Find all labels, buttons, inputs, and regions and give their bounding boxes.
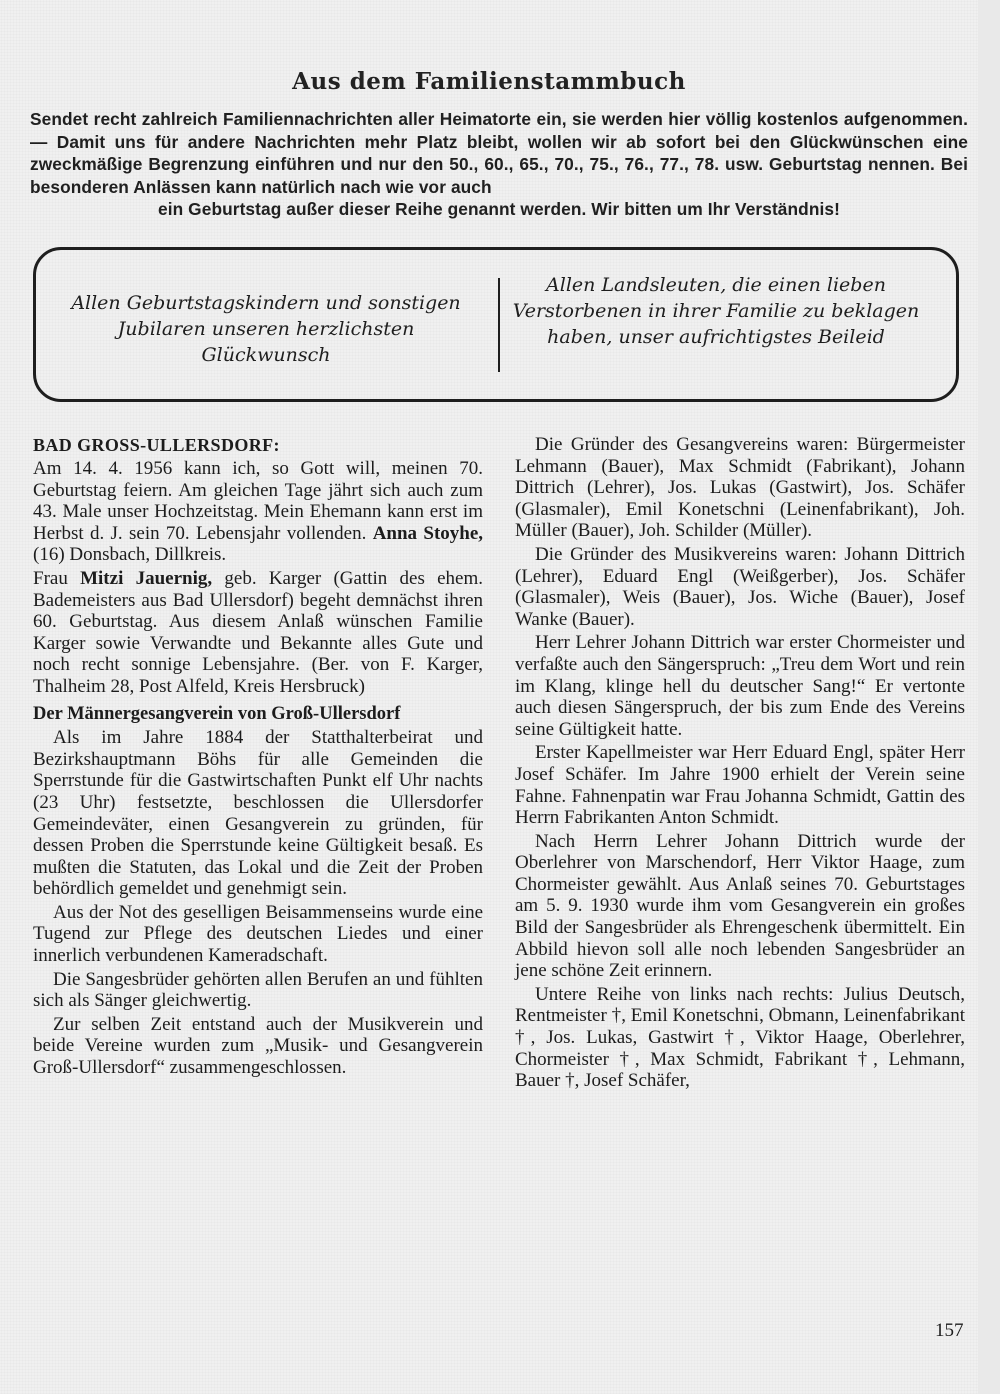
left-column [33,434,483,1081]
address: (16) Donsbach, Dillkreis. [33,544,227,566]
article-heading: Der Männergesangverein von Groß-Ullersdorf [33,703,401,724]
scan-edge [978,0,1000,1394]
paragraph: Zur selben Zeit entstand auch der Musikverein und beide Vereine wurden zum „Musik- und Gesangverein Groß-Ullersdorf“ zusammengeschlossen. [33,1013,483,1079]
paragraph: Als im Jahre 1884 der Statthalterbeirat und Bezirkshauptmann Böhs für alle Gemeinden die Sperrstunde für die Gastwirtschaften Punkt elf Uhr nachts (23 Uhr) festsetzte, beschlossen die Ullersdorfer Gemeindeväter, einen Gesangverein zu gründen, für dessen Proben die Sperrstunde keine Gültigkeit besaß. Es mußten die Statuten, das Lokal und die Zeit der Proben behördlich gemeldet und genehmigt sein. [33,727,483,900]
paragraph: Die Sangesbrüder gehörten allen Berufen an und fühlten sich als Sänger gleichwertig. [33,968,483,1012]
paragraph: Die Gründer des Musikvereins waren: Johann Dittrich (Lehrer), Eduard Engl (Weißgerber), Jos. Schäfer (Glasmaler), Weis (Bauer), Jos. Wiche (Bauer), Josef Wanke (Bauer). [515,543,965,630]
person-name: Mitzi Jauernig, [80,567,213,589]
paragraph-text: Am 14. 4. 1956 kann ich, so Gott will, meinen 70. Geburtstag feiern. Am gleichen Tage jährt sich auch zum 43. Male unser Hochzeitstag. Mein Ehemann kann erst im Herbst d. J. sein 70. Lebensjahr vollenden. [33,458,483,544]
paragraph: Herr Lehrer Johann Dittrich war erster Chormeister und verfaßte auch den Sängerspruch: „Treu dem Wort und rein im Klang, klinge hell du deutscher Sang!“ Er vertonte auch diesen Sängerspruch, der bis zum Ende des Vereins seine Gültigkeit hatte. [515,632,965,740]
notice-body: Sendet recht zahlreich Familiennachrichten aller Heimatorte ein, sie werden hier völlig kostenlos aufgenommen. — Damit uns für andere Nachrichten mehr Platz bleibt, wollen wir ab sofort bei den Glückwünschen eine zweckmäßige Begrenzung einführen und nur den 50., 60., 65., 70., 75., 76., 77., 78. usw. Geburtstag nennen. Bei besonderen Anlässen kann natürlich nach wie vor auch [30,109,968,197]
paragraph: Aus der Not des geselligen Beisammenseins wurde eine Tugend zur Pflege des deutschen Liedes und einer innerlich verbundenen Kameradschaft. [33,901,483,967]
page-title: Aus dem Familienstammbuch [292,68,686,95]
page-number: 157 [935,1320,964,1341]
paragraph: Erster Kapellmeister war Herr Eduard Engl, später Herr Josef Schäfer. Im Jahre 1900 erhielt der Verein seine Fahne. Fahnenpatin war Frau Johanna Schmidt, Gattin des Herrn Fabrikanten Anton Schmidt. [515,742,965,829]
box-divider [498,278,500,372]
notice-text [30,108,968,221]
person-name: Anna Stoyhe, [372,522,484,544]
paragraph [33,458,483,566]
condolence-message: Allen Landsleuten, die einen lieben Verstorbenen in ihrer Familie zu beklagen haben, unser aufrichtigstes Beileid [512,274,920,348]
birthday-greeting: Allen Geburtstagskindern und sonstigen Jubilaren unseren herzlichsten Glückwunsch [71,292,461,366]
paragraph: Nach Herrn Lehrer Johann Dittrich wurde der Oberlehrer von Marschendorf, Herr Viktor Haage, zum Chormeister gewählt. Aus Anlaß seines 70. Geburtstages am 5. 9. 1930 wurde ihm vom Gesangverein ein großes Bild der Sangesbrüder als Ehrengeschenk übermittelt. Ein Abbild hievon soll alle noch lebenden Sangesbrüder an jene schöne Zeit erinnern. [515,830,965,982]
notice-last-line: ein Geburtstag außer dieser Reihe genannt werden. Wir bitten um Ihr Verständnis! [158,199,840,219]
paragraph: Die Gründer des Gesangvereins waren: Bürgermeister Lehmann (Bauer), Max Schmidt (Fabrikant), Johann Dittrich (Lehrer), Jos. Lukas (Gastwirt), Jos. Schäfer (Glasmaler), Emil Konetschni (Leinenfabrikant), Joh. Müller (Bauer), Joh. Schilder (Müller). [515,434,965,542]
section-heading: BAD GROSS-ULLERSDORF: [33,435,280,455]
paragraph: Untere Reihe von links nach rechts: Julius Deutsch, Rentmeister †, Emil Konetschni, Obmann, Leinenfabrikant †, Jos. Lukas, Gastwirt †, Viktor Haage, Oberlehrer, Chormeister †, Max Schmidt, Fabrikant †, Lehmann, Bauer †, Josef Schäfer, [515,983,965,1092]
right-column [515,434,965,1094]
paragraph-text: Frau [33,567,81,589]
paragraph-text: geb. Karger (Gattin des ehem. Bademeisters aus Bad Ullersdorf) begeht demnächst ihren 60. Geburtstag. Aus diesem Anlaß wünschen Familie Karger sowie Verwandte und Bekannte alles Gute und noch recht sonnige Lebensjahre. (Ber. von F. Karger, Thalheim 28, Post Alfeld, Kreis Hersbruck) [33,567,484,697]
paragraph [33,568,483,698]
greeting-box [33,247,959,402]
